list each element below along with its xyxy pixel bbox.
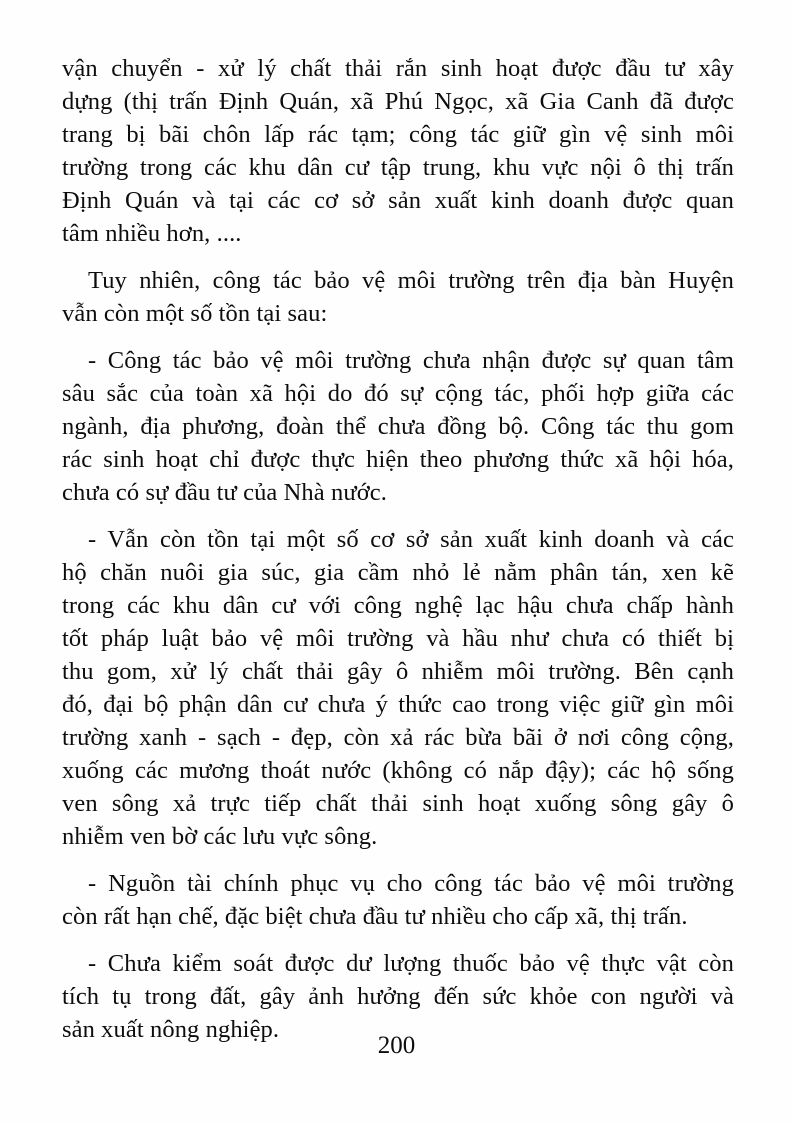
text-line: tốt pháp luật bảo vệ môi trường và hầu như chưa có thiết bị [62,625,734,652]
text-line: tích tụ trong đất, gây ảnh hưởng đến sức khỏe con người và [62,983,734,1010]
text-line: sâu sắc của toàn xã hội do đó sự cộng tác, phối hợp giữa các [62,380,734,407]
text-line: trong các khu dân cư với công nghệ lạc hậu chưa chấp hành [62,592,734,619]
text-line: - Nguồn tài chính phục vụ cho công tác bảo vệ môi trường [88,870,734,897]
text-line: ngành, địa phương, đoàn thể chưa đồng bộ. Công tác thu gom [62,413,734,440]
text-line: - Chưa kiểm soát được dư lượng thuốc bảo vệ thực vật còn [88,950,734,977]
text-line: Tuy nhiên, công tác bảo vệ môi trường trên địa bàn Huyện [88,267,734,294]
text-line: trường xanh - sạch - đẹp, còn xả rác bừa bãi ở nơi công cộng, [62,724,734,751]
text-line: thu gom, xử lý chất thải gây ô nhiễm môi trường. Bên cạnh [62,658,734,685]
page-body [62,52,734,1060]
text-line: tâm nhiều hơn, .... [62,220,242,247]
text-line: trường trong các khu dân cư tập trung, khu vực nội ô thị trấn [62,154,734,181]
text-line: còn rất hạn chế, đặc biệt chưa đầu tư nhiều cho cấp xã, thị trấn. [62,903,688,930]
text-line: nhiễm ven bờ các lưu vực sông. [62,823,378,850]
text-line: ven sông xả trực tiếp chất thải sinh hoạt xuống sông gây ô [62,790,734,817]
text-line: xuống các mương thoát nước (không có nắp đậy); các hộ sống [62,757,734,784]
text-line: chưa có sự đầu tư của Nhà nước. [62,479,387,506]
text-line: - Vẫn còn tồn tại một số cơ sở sản xuất kinh doanh và các [88,526,734,553]
paragraph [62,523,734,853]
text-line: - Công tác bảo vệ môi trường chưa nhận được sự quan tâm [88,347,734,374]
page-number: 200 [377,1032,416,1059]
paragraph [62,52,734,250]
text-line: vẫn còn một số tồn tại sau: [62,300,328,327]
paragraph [62,344,734,509]
text-line: dựng (thị trấn Định Quán, xã Phú Ngọc, xã Gia Canh đã được [62,88,734,115]
text-line: vận chuyển - xử lý chất thải rắn sinh hoạt được đầu tư xây [62,55,734,82]
paragraph [62,264,734,330]
text-line: đó, đại bộ phận dân cư chưa ý thức cao trong việc giữ gìn môi [62,691,734,718]
text-line: trang bị bãi chôn lấp rác tạm; công tác giữ gìn vệ sinh môi [62,121,734,148]
text-line: sản xuất nông nghiệp. [62,1016,280,1043]
text-line: Định Quán và tại các cơ sở sản xuất kinh doanh được quan [62,187,734,214]
paragraph [62,867,734,933]
text-line: rác sinh hoạt chỉ được thực hiện theo phương thức xã hội hóa, [62,446,734,473]
text-line: hộ chăn nuôi gia súc, gia cầm nhỏ lẻ nằm phân tán, xen kẽ [62,559,734,586]
